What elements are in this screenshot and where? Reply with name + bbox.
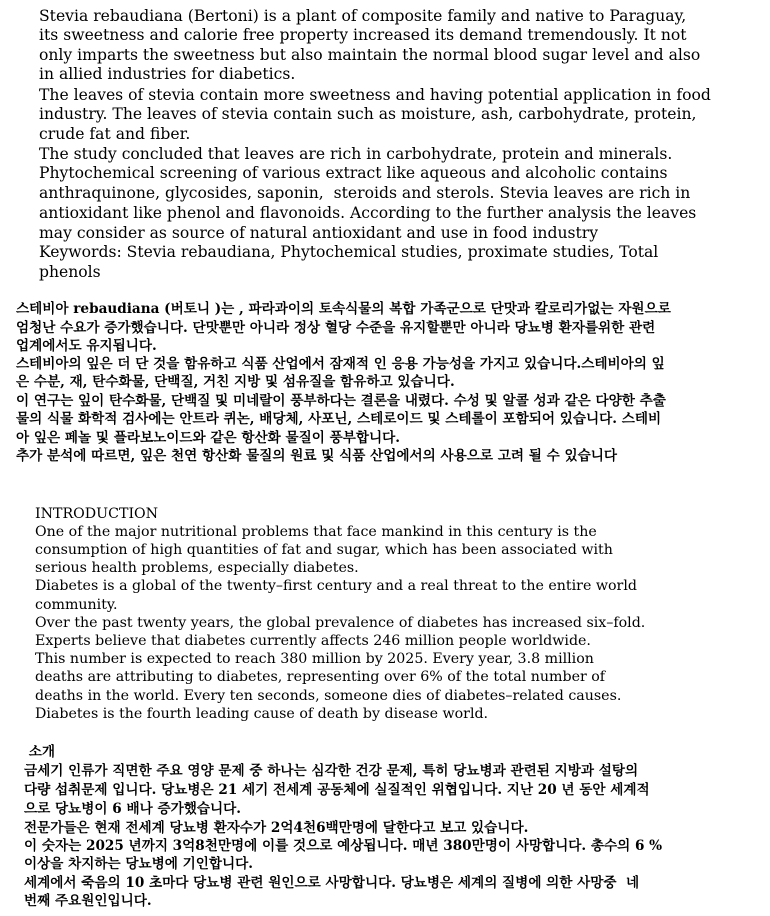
intro-ko-line: 다량 섭취문제 입니다. 당뇨병은 21 세기 전세계 공동체에 실질적인 위협입니다. 지난 20 년 동안 세계적 xyxy=(24,782,650,798)
abstract-en-line: anthraquinone, glycosides, saponin, steroids and sterols. Stevia leaves are rich in xyxy=(39,184,691,202)
intro-en-line: Diabetes is a global of the twenty–first century and a real threat to the entire world xyxy=(35,578,637,594)
abstract-ko-line: 이 연구는 잎이 탄수화물, 단백질 및 미네랄이 풍부하다는 결론을 내렸다. 수성 및 알콜 성과 같은 다양한 추출 xyxy=(16,393,666,409)
abstract-en-line: its sweetness and calorie free property increased its demand tremendously. It not xyxy=(39,26,687,44)
abstract-en-line: only imparts the sweetness but also maintain the normal blood sugar level and also xyxy=(39,46,701,64)
abstract-en-line: in allied industries for diabetics. xyxy=(39,65,296,83)
abstract-en-line: The study concluded that leaves are rich in carbohydrate, protein and minerals. xyxy=(39,145,673,163)
intro-en-line: serious health problems, especially diabetes. xyxy=(35,560,359,576)
abstract-ko-line: 엄청난 수요가 증가했습니다. 단맛뿐만 아니라 정상 혈당 수준을 유지할뿐만 아니라 당뇨병 환자를위한 관련 xyxy=(16,320,656,336)
intro-ko-line: 으로 당뇨병이 6 배나 증가했습니다. xyxy=(24,801,241,817)
abstract-ko-line: 아 잎은 페놀 및 플라보노이드와 같은 항산화 물질이 풍부합니다. xyxy=(16,430,401,446)
abstract-en-line: industry. The leaves of stevia contain such as moisture, ash, carbohydrate, protein, xyxy=(39,105,697,123)
abstract-en-line: antioxidant like phenol and flavonoids. According to the further analysis the leaves xyxy=(39,204,697,222)
abstract-en-line: Phytochemical screening of various extract like aqueous and alcoholic contains xyxy=(39,164,668,182)
keywords-line: phenols xyxy=(39,263,101,281)
intro-en-line: deaths in the world. Every ten seconds, someone dies of diabetes–related causes. xyxy=(35,688,622,704)
section-heading: INTRODUCTION xyxy=(35,506,159,522)
intro-ko-line: 번째 주요원인입니다. xyxy=(24,893,152,909)
intro-en-line: deaths are attributing to diabetes, representing over 6% of the total number of xyxy=(35,669,606,685)
intro-en-line: community. xyxy=(35,597,118,613)
abstract-en-line: may consider as source of natural antioxidant and use in food industry xyxy=(39,224,599,242)
abstract-ko-line: 추가 분석에 따르면, 잎은 천연 항산화 물질의 원료 및 식품 산업에서의 사용으로 고려 될 수 있습니다 xyxy=(16,448,617,464)
abstract-ko-line: 스테비아 rebaudiana (버토니 )는 , 파라과이의 토속식물의 복합 가족군으로 단맛과 칼로리가없는 자원으로 xyxy=(16,301,671,317)
intro-ko-line: 이 숫자는 2025 년까지 3억8천만명에 이를 것으로 예상됩니다. 매년 380만명이 사망합니다. 총수의 6 % xyxy=(24,838,663,854)
keywords-line: Keywords: Stevia rebaudiana, Phytochemical studies, proximate studies, Total xyxy=(39,243,659,261)
intro-ko-line: 이상을 차지하는 당뇨병에 기인합니다. xyxy=(24,856,254,872)
abstract-en-line: crude fat and fiber. xyxy=(39,125,191,143)
abstract-en-line: The leaves of stevia contain more sweetness and having potential application in food xyxy=(39,86,711,104)
intro-ko-line: 전문가들은 현재 전세계 당뇨병 환자수가 2억4천6백만명에 달한다고 보고 있습니다. xyxy=(24,820,529,836)
intro-ko-line: 금세기 인류가 직면한 주요 영양 문제 중 하나는 심각한 건강 문제, 특히 당뇨병과 관련된 지방과 설탕의 xyxy=(24,763,639,779)
intro-en-line: Over the past twenty years, the global prevalence of diabetes has increased six–fold. xyxy=(35,615,646,631)
intro-en-line: This number is expected to reach 380 million by 2025. Every year, 3.8 million xyxy=(35,651,594,667)
intro-en-line: One of the major nutritional problems that face mankind in this century is the xyxy=(35,524,597,540)
intro-en-line: consumption of high quantities of fat and sugar, which has been associated with xyxy=(35,542,613,558)
section-heading: 소개 xyxy=(24,744,55,760)
intro-ko-line: 세계에서 죽음의 10 초마다 당뇨병 관련 원인으로 사망합니다. 당뇨병은 세계의 질병에 의한 사망중 네 xyxy=(24,875,640,891)
intro-en-line: Diabetes is the fourth leading cause of death by disease world. xyxy=(35,706,489,722)
abstract-en-line: Stevia rebaudiana (Bertoni) is a plant of composite family and native to Paraguay, xyxy=(39,7,687,25)
abstract-ko-line: 은 수분, 재, 탄수화물, 단백질, 거친 지방 및 섬유질을 함유하고 있습니다. xyxy=(16,374,455,390)
abstract-ko-line: 스테비아의 잎은 더 단 것을 함유하고 식품 산업에서 잠재적 인 응용 가능성을 가지고 있습니다.스테비아의 잎 xyxy=(16,356,665,372)
abstract-ko-line: 물의 식물 화학적 검사에는 안트라 퀴논, 배당체, 사포닌, 스테로이드 및 스테롤이 포함되어 있습니다. 스테비 xyxy=(16,411,662,427)
intro-en-line: Experts believe that diabetes currently affects 246 million people worldwide. xyxy=(35,633,591,649)
abstract-ko-line: 업계에서도 유지됩니다. xyxy=(16,338,157,354)
